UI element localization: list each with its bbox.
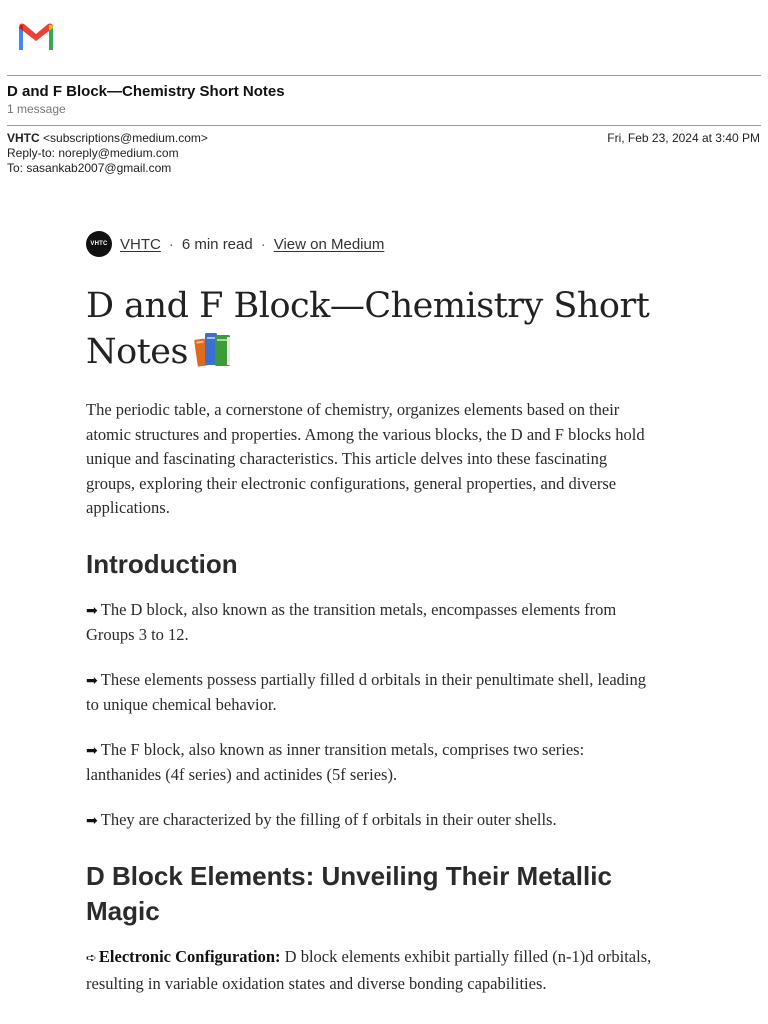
author-avatar[interactable]: VHTC [86, 231, 112, 257]
article-title-text: D and F Block—Chemistry Short Notes [86, 286, 650, 372]
section-heading-introduction: Introduction [86, 548, 238, 579]
right-arrow-icon: ➡ [86, 742, 98, 759]
outline-arrow-icon: ➪ [86, 951, 97, 966]
author-link[interactable]: VHTC [120, 235, 161, 253]
right-arrow-icon: ➡ [86, 812, 98, 829]
section-heading-d-block: D Block Elements: Unveiling Their Metallic Magic [86, 861, 612, 926]
list-item [86, 945, 656, 996]
intro-paragraph: The periodic table, a cornerstone of chemistry, organizes elements based on their atomic structures and properties. Among the various blocks, the D and F blocks hold unique and fascinating characteristics. This article delves into these fascinating groups, exploring their electronic configurations, general properties, and diverse applications. [86, 400, 645, 517]
byline-separator: · [260, 235, 266, 253]
gmail-logo-icon [16, 20, 56, 52]
list-item [86, 668, 656, 718]
list-item [86, 598, 656, 648]
header-divider [7, 75, 761, 76]
right-arrow-icon: ➡ [86, 602, 98, 619]
point-text: D block elements exhibit partially filled (n-1)d orbitals, resulting in variable oxidation states and diverse bonding capabilities. [86, 947, 652, 993]
sender-line [7, 131, 208, 145]
right-arrow-icon: ➡ [86, 672, 98, 689]
list-item-text: These elements possess partially filled d orbitals in their penultimate shell, leading to unique chemical behavior. [86, 669, 647, 714]
byline [86, 229, 656, 259]
email-date: Fri, Feb 23, 2024 at 3:40 PM [607, 131, 760, 145]
byline-separator: · [168, 235, 174, 253]
sender-address: <subscriptions@medium.com> [43, 131, 208, 145]
list-item [86, 738, 656, 788]
list-item-text: They are characterized by the filling of f orbitals in their outer shells. [100, 809, 557, 829]
sender-name: VHTC [7, 131, 40, 145]
read-time: 6 min read [181, 235, 253, 253]
list-item-text: The F block, also known as inner transition metals, comprises two series: lanthanides (4f series) and actinides (5f series). [86, 739, 585, 784]
list-item-text: The D block, also known as the transition metals, encompasses elements from Groups 3 to 12. [86, 599, 617, 644]
books-icon [194, 329, 234, 369]
email-subject: D and F Block—Chemistry Short Notes [7, 83, 285, 100]
recipient-line: To: sasankab2007@gmail.com [7, 161, 172, 175]
article-body [86, 229, 656, 996]
reply-to-line: Reply-to: noreply@medium.com [7, 146, 179, 160]
message-count: 1 message [7, 102, 66, 116]
view-on-medium-link[interactable]: View on Medium [273, 235, 385, 253]
article-title [86, 283, 656, 375]
point-label: Electronic Configuration: [98, 947, 281, 966]
subject-divider [7, 125, 761, 126]
list-item [86, 808, 656, 834]
